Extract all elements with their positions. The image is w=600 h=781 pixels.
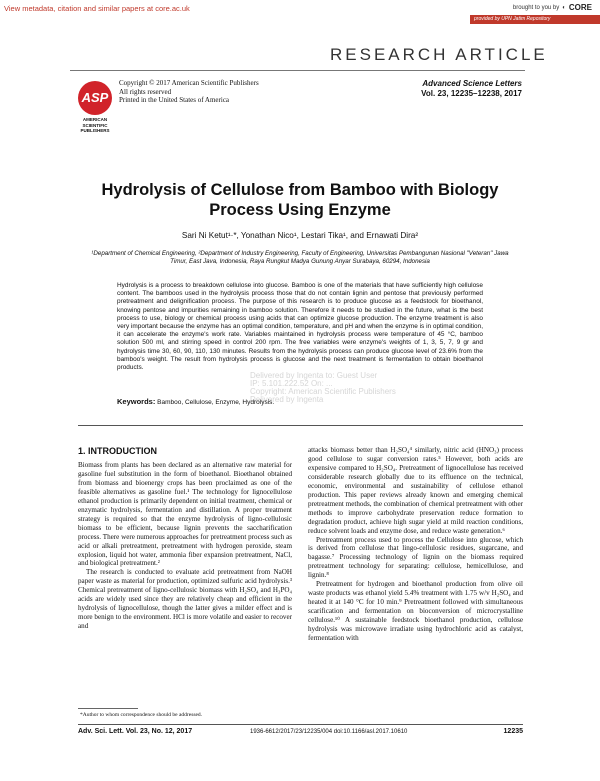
footer-rule	[78, 724, 523, 725]
header-rule	[70, 70, 525, 71]
core-logo-icon: ◐	[562, 4, 566, 11]
left-column	[78, 461, 292, 631]
section-divider	[78, 425, 523, 426]
paragraph: Biomass from plants has been declared as an alternative raw material for gasoline fuel substitution in the form of bioethanol. Bioethanol obtained from biomass and bioenergy crops has been proclaimed as one of the feasible alternatives as gasoline fuel.¹ The technology for lignocellulose ethanol production is primarily dependent on initial treatment, chemical or enzymatic hydrolysis, fermentation and distillation. A proper treatment strategy is required so that the enzyme hydrolysis of ligno-cellulosic biomass to be efficient, because lignin prevents the saccharification process. There were numerous approaches for pretreatment process such as acid or alkali pretreatment, pretreatment with hydrogen peroxide, steam explosion, liquid hot water, ammonia fiber expansion pretreatment, NaCl, and biological pretreatment.²	[78, 461, 292, 568]
core-metadata-link[interactable]: View metadata, citation and similar papers at core.ac.uk	[4, 4, 190, 13]
research-article-label: RESEARCH ARTICLE	[330, 45, 548, 64]
watermark-line: Delivered by Ingenta	[250, 395, 324, 404]
copyright-line: Copyright © 2017 American Scientific Publishers	[119, 79, 259, 87]
asp-logo-text: ASP	[81, 90, 109, 105]
paragraph: Pretreatment process used to process the Cellulose into glucose, which is derived from cellulose that lingo-cellulosic residues, sugarcane, and bagasse.⁷ Processing technology of lignin on the biomass required pretreatment technology for separating: cellulose, hemicellulose, and lignin.⁸	[308, 535, 523, 580]
brought-by-label: brought to you by	[512, 4, 560, 11]
paragraph: The research is conducted to evaluate acid pretreatment from NaOH paper waste as material for production, optimized sulfuric acid hydrolysis.³ Chemical pretreatment of ligno-cellulosic biomass with H₂SO₄ and H₃PO₄ acids are widely used since they are relatively cheap and efficient in the hydrolysis of lignocellulose, though the latter gives a milder effect and is more benign to the environment. HCl is more volatile and easier to recover and	[78, 568, 292, 631]
keywords	[117, 397, 483, 406]
journal-info	[421, 79, 522, 99]
journal-volume: Vol. 23, 12235–12238, 2017	[421, 89, 522, 98]
keywords-label: Keywords:	[117, 397, 156, 406]
authors: Sari Ni Ketut¹·*, Yonathan Nico¹, Lestari Tika¹, and Ernawati Dira²	[181, 231, 419, 240]
paragraph: attacks biomass better than H₂SO₄⁴ similarly, nitric acid (HNO₃) process good cellulose to sugar conversion rates.⁵ However, both acids are expensive compared to H₂SO₄. Pretreatment of lignocellulose has received considerable research globally due to its effluence on the technical, economic, environmental and sustainability of cellulose ethanol production. This paper reviews already known and emerging chemical pretreatment methods, the combination of chemical pretreatment with other methods to improve carbohydrate preservation reduce formation to degradation product, achieve high sugar yield at mild reaction conditions, reduce solvent loads and enzyme dose, and reduce waste generation.⁶	[308, 446, 523, 535]
footnote: *Author to whom correspondence should be addressed.	[80, 712, 203, 718]
footnote-rule	[78, 708, 138, 709]
watermark-line: Copyright: American Scientific Publishers	[250, 387, 396, 396]
abstract: Hydrolysis is a process to breakdown cellulose into glucose. Bamboo is one of the materials that have sufficiently high cellulose content. The bamboos used in the hydrolysis process those that do not contain lignin and pentose that previously performed pretreatment and delignification process. The purpose of this research is to produce glucose as a feedstock for bioethanol, knowing pentose and impurities remaining in bamboo solution. Therefore it needs to be studied in the future, what is the best process to use, biology or chemical process using acids that can optimize glucose production. The enzyme treatment is also very important because the enzyme has an optimal condition, temperature, and pH and when the enzyme is in optimal condition, it can accelerate the enzyme's work rate. Variables maintained in hydrolysis process were temperature of 45 °C, bamboo solution 500 ml, and stirring speed in control 200 rpm. The free variables were enzyme's weights of 1, 3, 5, 7, 9 gr and hydrolysis time 30, 60, 90, 110, 130 minutes. Results from the hydrolysis process can produce glucose level of 23.6% from the bamboo's weight. The result from hydrolysis process is glucose and the next treatment is fermentation to obtain bioethanol products.	[117, 282, 483, 372]
rights-line: All rights reserved	[119, 87, 172, 96]
provided-by-banner[interactable]: provided by UPN Jatim Repository	[470, 15, 600, 24]
watermark-line: Delivered by Ingenta to: Guest User	[250, 371, 378, 380]
introduction-heading: 1. INTRODUCTION	[78, 446, 158, 456]
printed-line: Printed in the United States of America	[119, 96, 230, 104]
asp-logo-caption: AMERICAN SCIENTIFIC PUBLISHERS	[80, 117, 110, 133]
journal-name: Advanced Science Letters	[422, 79, 522, 88]
paper-title: Hydrolysis of Cellulose from Bamboo with Biology Process Using Enzyme	[101, 181, 499, 219]
copyright-block	[119, 79, 259, 105]
right-column	[308, 446, 523, 643]
keywords-list: Bamboo, Cellulose, Enzyme, Hydrolysis.	[157, 399, 275, 406]
affiliations: ¹Department of Chemical Engineering, ²Department of Industry Engineering, Faculty of Engineering, Universitas Pembangunan Nasional "Veteran" Jawa Timur, East Java, Indonesia, Raya Rungkut Madya Gunung Anyar Surabaya, 60294, Indonesia	[91, 250, 509, 265]
paragraph: Pretreatment for hydrogen and bioethanol production from olive oil waste products was ethanol yield 5.4% treatment with 1.75 w/v H₂SO₄ and heated it at 140 °C for 10 min.⁹ Pretreatment followed with simultaneous scarification and fermentation on bioconversion of microcrystalline cellulose.¹⁰ A sustainable feedstock bioethanol production, cellulose hydrolysis was microwave irradiate using hydrochloric acid as catalyst, fermentation with	[308, 580, 523, 643]
watermark-line: IP: 5.101.222.52 On: ...	[250, 379, 333, 388]
footer-citation: Adv. Sci. Lett. Vol. 23, No. 12, 2017	[78, 728, 193, 735]
core-logo: CORE	[568, 3, 592, 12]
page-number: 12235	[503, 728, 523, 735]
footer-doi: 1936-6612/2017/23/12235/004 doi:10.1166/asl.2017.10610	[250, 729, 408, 735]
brought-by-core[interactable]	[513, 3, 592, 12]
